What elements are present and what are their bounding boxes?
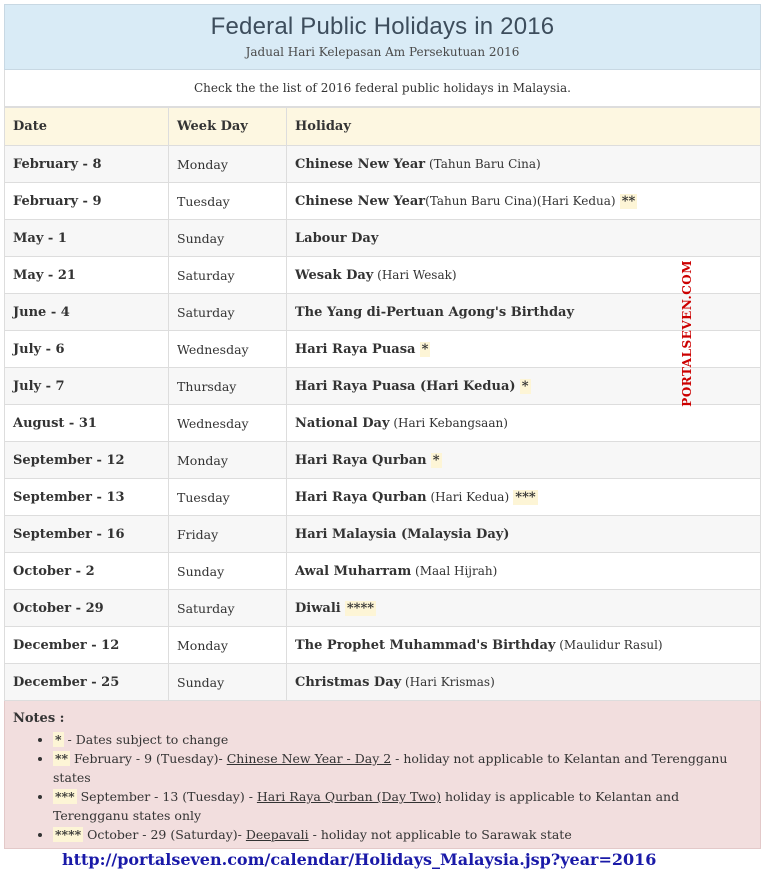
note-item — [53, 730, 752, 749]
holiday-name: The Yang di-Pertuan Agong's Birthday — [295, 304, 575, 320]
cell-weekday: Thursday — [169, 368, 287, 405]
cell-holiday — [287, 553, 761, 590]
table-row — [5, 405, 761, 442]
table-row — [5, 368, 761, 405]
holiday-name: Diwali — [295, 600, 341, 616]
holiday-name: Chinese New Year — [295, 193, 426, 209]
note-marker: * — [55, 732, 62, 747]
page-title: Federal Public Holidays in 2016 — [210, 13, 555, 40]
footer-url-link[interactable]: http://portalseven.com/calendar/Holidays_Malaysia.jsp?year=2016 — [62, 850, 657, 869]
cell-weekday: Wednesday — [169, 405, 287, 442]
column-header-date: Date — [5, 108, 169, 146]
cell-holiday — [287, 442, 761, 479]
cell-date: October - 29 — [5, 590, 169, 627]
notes-title: Notes : — [13, 711, 65, 726]
cell-date: September - 13 — [5, 479, 169, 516]
notes-list — [13, 730, 752, 844]
cell-holiday — [287, 146, 761, 183]
holiday-name: Hari Raya Qurban — [295, 452, 427, 468]
holiday-card — [4, 4, 761, 849]
holiday-local-name: (Hari Kebangsaan) — [389, 415, 508, 430]
cell-holiday — [287, 183, 761, 220]
note-marker: * — [421, 341, 429, 357]
cell-date: September - 16 — [5, 516, 169, 553]
cell-weekday: Sunday — [169, 220, 287, 257]
table-header-row — [5, 108, 761, 146]
cell-holiday — [287, 405, 761, 442]
cell-weekday: Saturday — [169, 257, 287, 294]
cell-weekday: Saturday — [169, 294, 287, 331]
cell-holiday — [287, 479, 761, 516]
cell-holiday — [287, 220, 761, 257]
holiday-local-name: (Maulidur Rasul) — [555, 637, 663, 652]
table-row — [5, 257, 761, 294]
note-item — [53, 825, 752, 844]
cell-weekday: Monday — [169, 627, 287, 664]
note-item — [53, 787, 752, 825]
cell-date: July - 7 — [5, 368, 169, 405]
cell-weekday: Monday — [169, 146, 287, 183]
note-text: September - 13 (Tuesday) - — [76, 789, 257, 804]
table-row — [5, 627, 761, 664]
holiday-local-name: (Tahun Baru Cina) — [425, 156, 541, 171]
holiday-name: Hari Malaysia (Malaysia Day) — [295, 526, 510, 542]
header-panel — [4, 4, 761, 70]
table-row — [5, 183, 761, 220]
holiday-name: Christmas Day — [295, 674, 402, 690]
watermark-text: PORTALSEVEN.COM — [680, 260, 694, 407]
holiday-local-name: (Tahun Baru Cina)(Hari Kedua) — [425, 193, 616, 208]
note-text: - Dates subject to change — [63, 732, 229, 747]
table-row — [5, 294, 761, 331]
note-text-tail: - holiday not applicable to Kelantan and Terengganu states — [53, 751, 728, 785]
note-text-tail: - holiday not applicable to Sarawak state — [308, 827, 572, 842]
note-link[interactable]: Hari Raya Qurban (Day Two) — [256, 789, 441, 804]
cell-weekday: Sunday — [169, 664, 287, 701]
holiday-name: Labour Day — [295, 230, 379, 246]
holiday-local-name: (Hari Wesak) — [373, 267, 457, 282]
holiday-local-name: (Hari Kedua) — [426, 489, 510, 504]
holiday-name: Hari Raya Qurban — [295, 489, 427, 505]
note-text: February - 9 (Tuesday)- — [70, 751, 227, 766]
page-subtitle: Jadual Hari Kelepasan Am Persekutuan 2016 — [245, 45, 520, 59]
holiday-name: Awal Muharram — [295, 563, 412, 579]
cell-weekday: Tuesday — [169, 183, 287, 220]
cell-date: December - 25 — [5, 664, 169, 701]
watermark — [680, 260, 710, 410]
holiday-name: Chinese New Year — [295, 156, 426, 172]
column-header-weekday: Week Day — [169, 108, 287, 146]
holiday-name: The Prophet Muhammad's Birthday — [295, 637, 556, 653]
cell-holiday — [287, 664, 761, 701]
cell-date: February - 9 — [5, 183, 169, 220]
cell-date: May - 21 — [5, 257, 169, 294]
note-link[interactable]: Chinese New Year - Day 2 — [226, 751, 392, 766]
cell-date: June - 4 — [5, 294, 169, 331]
cell-date: October - 2 — [5, 553, 169, 590]
note-item — [53, 749, 752, 787]
table-row — [5, 590, 761, 627]
note-link[interactable]: Deepavali — [245, 827, 309, 842]
table-row — [5, 516, 761, 553]
note-marker: *** — [515, 489, 536, 505]
table-body — [5, 146, 761, 701]
table-row — [5, 479, 761, 516]
cell-weekday: Wednesday — [169, 331, 287, 368]
note-marker: * — [432, 452, 440, 468]
table-row — [5, 146, 761, 183]
note-marker: ** — [621, 193, 636, 209]
cell-holiday — [287, 516, 761, 553]
holiday-table — [4, 107, 761, 701]
column-header-holiday: Holiday — [287, 108, 761, 146]
table-row — [5, 331, 761, 368]
cell-holiday — [287, 590, 761, 627]
note-marker: **** — [55, 827, 82, 842]
holiday-name: Wesak Day — [295, 267, 374, 283]
table-row — [5, 664, 761, 701]
notes-panel — [4, 701, 761, 849]
note-text: October - 29 (Saturday)- — [83, 827, 246, 842]
table-row — [5, 553, 761, 590]
cell-weekday: Sunday — [169, 553, 287, 590]
note-marker: ** — [55, 751, 69, 766]
holiday-name: Hari Raya Puasa (Hari Kedua) — [295, 378, 516, 394]
holiday-local-name: (Maal Hijrah) — [411, 563, 498, 578]
cell-date: September - 12 — [5, 442, 169, 479]
intro-text: Check the the list of 2016 federal public holidays in Malaysia. — [4, 70, 761, 107]
cell-weekday: Monday — [169, 442, 287, 479]
holiday-local-name: (Hari Krismas) — [401, 674, 495, 689]
note-marker: **** — [346, 600, 375, 616]
holiday-name: National Day — [295, 415, 390, 431]
table-row — [5, 220, 761, 257]
cell-date: August - 31 — [5, 405, 169, 442]
cell-weekday: Friday — [169, 516, 287, 553]
cell-holiday — [287, 627, 761, 664]
cell-date: December - 12 — [5, 627, 169, 664]
table-row — [5, 442, 761, 479]
note-marker: *** — [55, 789, 75, 804]
cell-weekday: Saturday — [169, 590, 287, 627]
holiday-name: Hari Raya Puasa — [295, 341, 416, 357]
cell-date: July - 6 — [5, 331, 169, 368]
note-text-tail: holiday is applicable to Kelantan and Terengganu states only — [53, 789, 680, 823]
cell-weekday: Tuesday — [169, 479, 287, 516]
cell-date: February - 8 — [5, 146, 169, 183]
note-marker: * — [521, 378, 529, 394]
cell-date: May - 1 — [5, 220, 169, 257]
